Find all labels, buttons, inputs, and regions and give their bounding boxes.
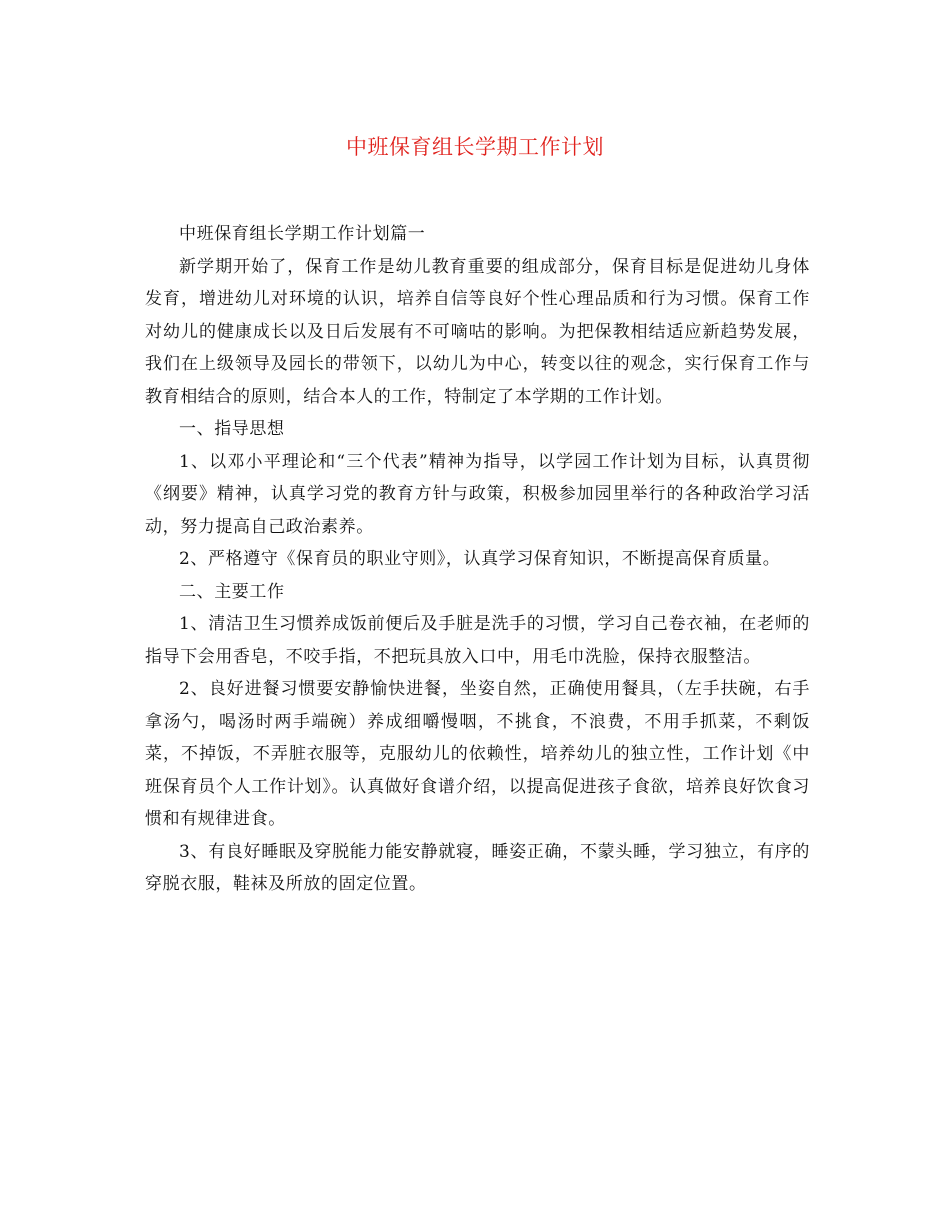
paragraph-subtitle: 中班保育组长学期工作计划篇一 [179,224,426,244]
document-body [145,218,810,901]
section-heading-main-work: 二、主要工作 [179,581,285,602]
paragraph-work-3: 3、有良好睡眠及穿脱能力能安静就寝，睡姿正确，不蒙头睡，学习独立，有序的穿脱衣服，鞋袜及所放的固定位置。 [145,841,810,894]
paragraph-guiding-2: 2、严格遵守《保育员的职业守则》，认真学习保育知识，不断提高保育质量。 [179,549,781,569]
document-title: 中班保育组长学期工作计划 [346,135,604,159]
paragraph-intro: 新学期开始了，保育工作是幼儿教育重要的组成部分，保育目标是促进幼儿身体发育，增进幼儿对环境的认识，培养自信等良好个性心理品质和行为习惯。保育工作对幼儿的健康成长以及日后发展有不可嘀咕的影响。为把保教相结适应新趋势发展，我们在上级领导及园长的带领下，以幼儿为中心，转变以往的观念，实行保育工作与教育相结合的原则，结合本人的工作，特制定了本学期的工作计划。 [145,256,810,407]
paragraph-guiding-1: 1、以邓小平理论和“三个代表”精神为指导，以学园工作计划为目标，认真贯彻《纲要》精神，认真学习党的教育方针与政策，积极参加园里举行的各种政治学习活动，努力提高自己政治素养。 [145,451,810,537]
paragraph-work-1: 1、清洁卫生习惯养成饭前便后及手脏是洗手的习惯，学习自己卷衣袖，在老师的指导下会用香皂，不咬手指，不把玩具放入口中，用毛巾洗脸，保持衣服整洁。 [145,614,810,667]
paragraph-work-2: 2、良好进餐习惯要安静愉快进餐，坐姿自然，正确使用餐具，（左手扶碗，右手拿汤勺，喝汤时两手端碗）养成细嚼慢咽，不挑食，不浪费，不用手抓菜，不剩饭菜，不掉饭，不弄脏衣服等，克服幼儿的依赖性，培养幼儿的独立性，工作计划《中班保育员个人工作计划》。认真做好食谱介绍，以提高促进孩子食欲，培养良好饮食习惯和有规律进食。 [145,679,810,829]
section-heading-guiding-ideology: 一、指导思想 [179,419,285,439]
